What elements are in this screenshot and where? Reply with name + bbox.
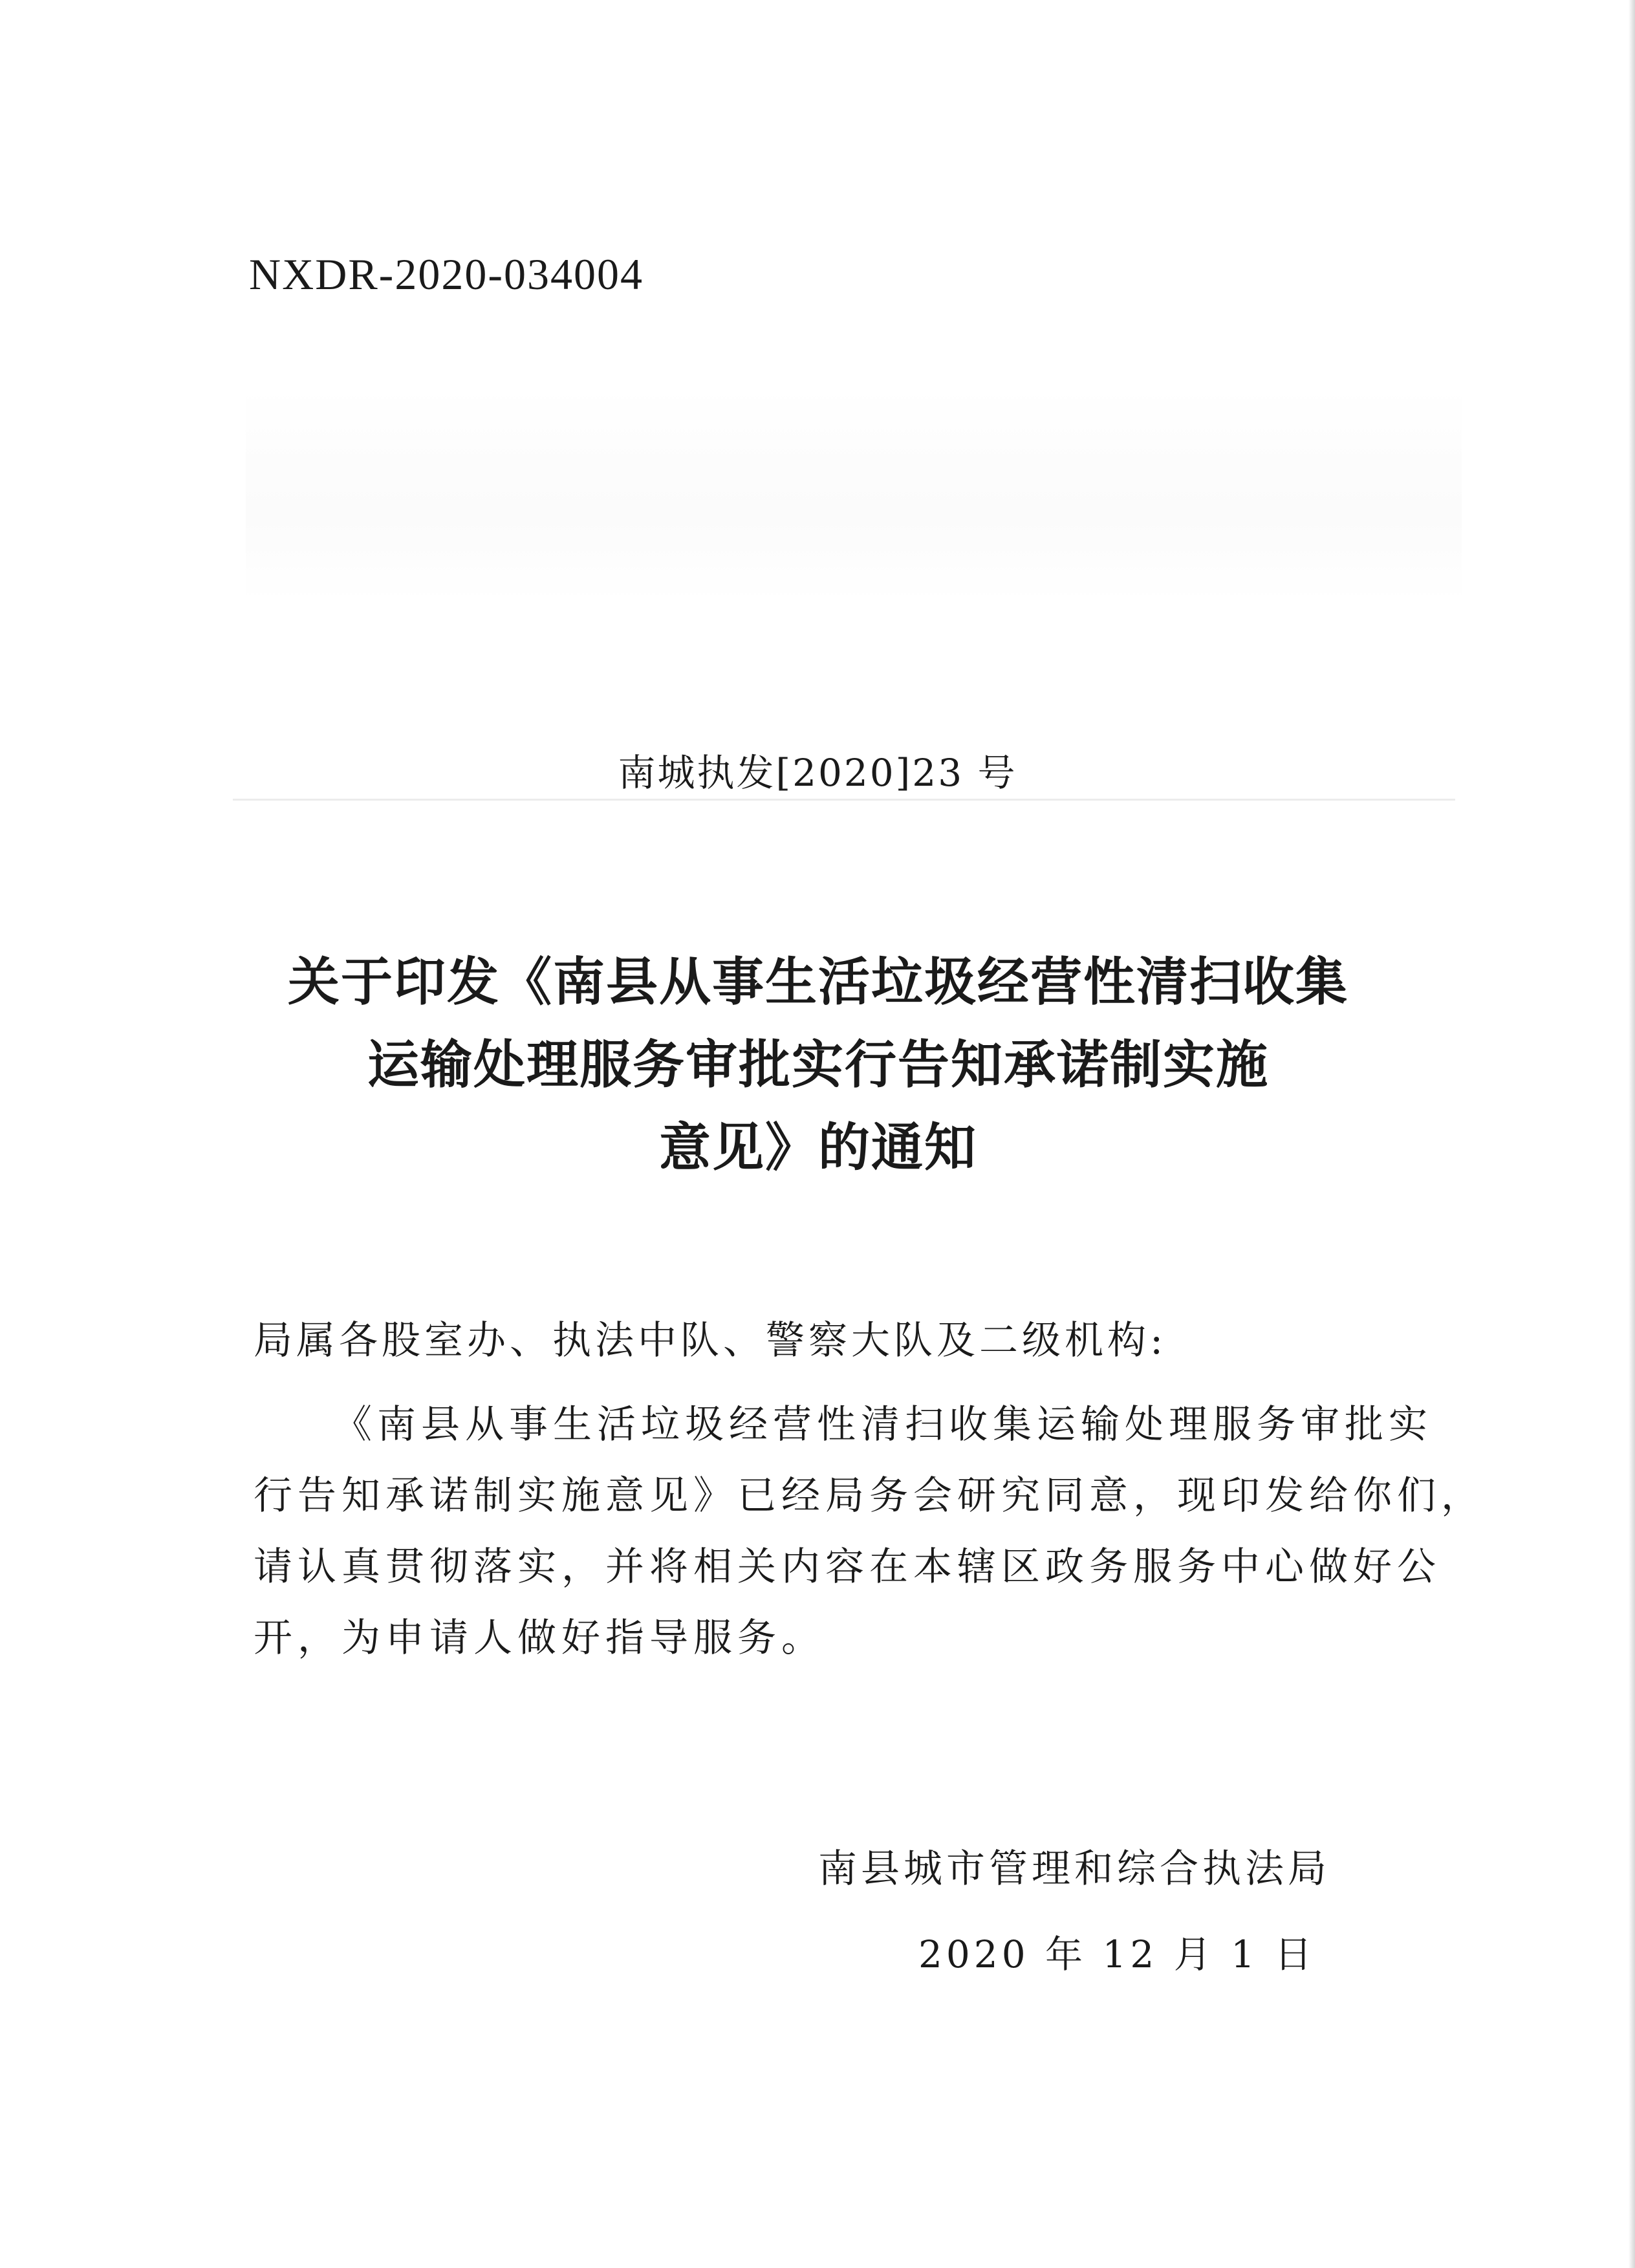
title-line: 运输处理服务审批实行告知承诺制实施 [367, 1035, 1269, 1095]
title-line: 关于印发《南县从事生活垃圾经营性清扫收集 [288, 952, 1348, 1012]
body-paragraph-line: 开，为申请人做好指导服务。 [254, 1615, 825, 1661]
faded-divider-line [233, 799, 1455, 801]
issuing-authority: 南县城市管理和综合执法局 [818, 1846, 1330, 1892]
body-paragraph-line: 请认真贯彻落实，并将相关内容在本辖区政务服务中心做好公 [254, 1544, 1441, 1590]
document-title [194, 941, 1442, 1189]
document-code: NXDR-2020-034004 [249, 250, 644, 299]
title-line: 意见》的通知 [659, 1118, 977, 1178]
issue-date: 2020 年 12 月 1 日 [918, 1932, 1316, 1976]
file-number: 南城执发[2020]23 号 [618, 751, 1017, 795]
body-paragraph-line: 《南县从事生活垃圾经营性清扫收集运输处理服务审批实 [333, 1402, 1433, 1447]
body-paragraph-line: 行告知承诺制实施意见》已经局务会研究同意，现印发给你们， [254, 1473, 1485, 1518]
faded-letterhead-area [246, 388, 1462, 601]
scan-edge-shadow [1629, 0, 1635, 2268]
salutation: 局属各股室办、执法中队、警察大队及二级机构: [254, 1318, 1167, 1363]
